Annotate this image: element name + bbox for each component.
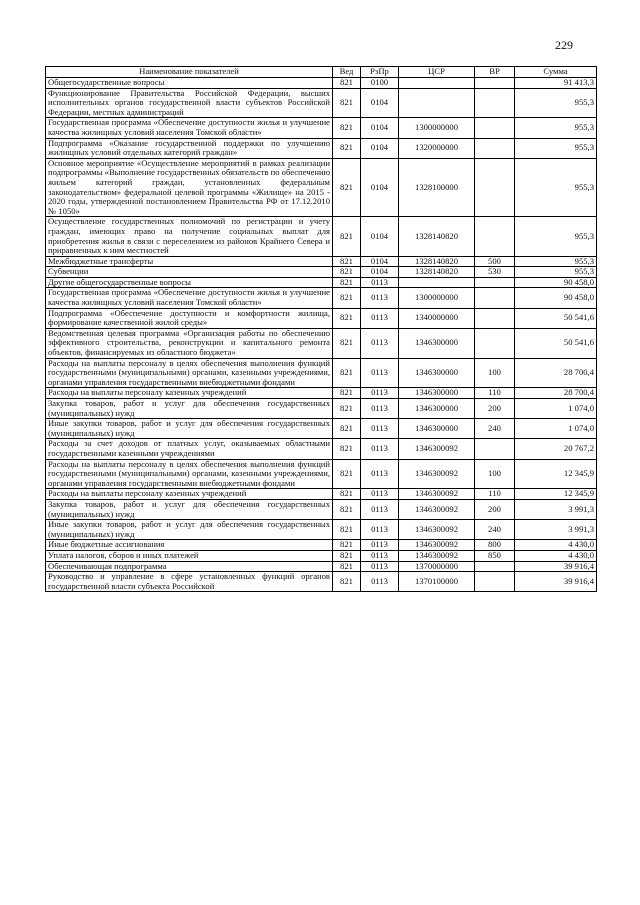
- row-csr-cell: 1346300092: [399, 520, 475, 540]
- row-rzpr-cell: 0104: [361, 88, 399, 118]
- row-name-cell: Основное мероприятие «Осуществление мероприятий в рамках реализации подпрограммы «Выполнение государственных обязательств по обеспечению жильем категорий граждан, установленных федеральным законодательством» федеральной целевой программы «Жилище» на 2015 - 2020 годы, утвержденной постановлением Правительства РФ от 17.12.2010 № 1050»: [46, 158, 333, 217]
- budget-table: [45, 66, 597, 592]
- row-sum-cell: 3 991,3: [515, 499, 597, 519]
- table-row: [46, 217, 597, 256]
- table-row: [46, 78, 597, 89]
- row-rzpr-cell: 0104: [361, 256, 399, 267]
- row-csr-cell: 1370000000: [399, 561, 475, 572]
- row-sum-cell: 39 916,4: [515, 561, 597, 572]
- row-csr-cell: [399, 277, 475, 288]
- row-rzpr-cell: 0104: [361, 267, 399, 278]
- row-csr-cell: 1346300000: [399, 399, 475, 419]
- row-name-cell: Субвенции: [46, 267, 333, 278]
- row-sum-cell: 90 458,0: [515, 277, 597, 288]
- row-vr-cell: [475, 277, 515, 288]
- row-rzpr-cell: 0113: [361, 388, 399, 399]
- row-csr-cell: 1346300000: [399, 419, 475, 439]
- row-sum-cell: 50 541,6: [515, 328, 597, 358]
- table-row: [46, 158, 597, 217]
- row-name-cell: Государственная программа «Обеспечение доступности жилья и улучшение качества жилищных условий населения Томской области»: [46, 118, 333, 138]
- row-ved-cell: 821: [333, 540, 361, 551]
- row-sum-cell: 955,3: [515, 256, 597, 267]
- table-row: [46, 439, 597, 459]
- row-ved-cell: 821: [333, 277, 361, 288]
- row-csr-cell: 1328140820: [399, 256, 475, 267]
- row-sum-cell: 4 430,0: [515, 550, 597, 561]
- row-rzpr-cell: 0113: [361, 540, 399, 551]
- row-vr-cell: 100: [475, 459, 515, 489]
- table-body: [46, 78, 597, 592]
- row-ved-cell: 821: [333, 439, 361, 459]
- header-vr: ВР: [475, 67, 515, 78]
- row-vr-cell: [475, 572, 515, 592]
- row-vr-cell: [475, 138, 515, 158]
- row-rzpr-cell: 0113: [361, 399, 399, 419]
- row-name-cell: Подпрограмма «Оказание государственной поддержки по улучшению жилищных условий отдельных категорий граждан»: [46, 138, 333, 158]
- row-rzpr-cell: 0113: [361, 288, 399, 308]
- table-row: [46, 459, 597, 489]
- row-name-cell: Общегосударственные вопросы: [46, 78, 333, 89]
- row-ved-cell: 821: [333, 561, 361, 572]
- row-rzpr-cell: 0104: [361, 138, 399, 158]
- row-ved-cell: 821: [333, 358, 361, 388]
- row-sum-cell: 90 458,0: [515, 288, 597, 308]
- row-name-cell: Иные закупки товаров, работ и услуг для обеспечения государственных (муниципальных) нужд: [46, 520, 333, 540]
- row-rzpr-cell: 0104: [361, 217, 399, 256]
- row-ved-cell: 821: [333, 550, 361, 561]
- row-ved-cell: 821: [333, 459, 361, 489]
- table-row: [46, 267, 597, 278]
- row-rzpr-cell: 0104: [361, 118, 399, 138]
- page-number: 229: [555, 38, 573, 52]
- row-vr-cell: [475, 78, 515, 89]
- row-name-cell: Закупка товаров, работ и услуг для обеспечения государственных (муниципальных) нужд: [46, 499, 333, 519]
- row-csr-cell: 1346300092: [399, 540, 475, 551]
- row-vr-cell: 110: [475, 489, 515, 500]
- row-name-cell: Ведомственная целевая программа «Организация работы по обеспечению эффективного строительства, реконструкции и капитального ремонта объектов, финансируемых из областного бюджета»: [46, 328, 333, 358]
- row-rzpr-cell: 0104: [361, 158, 399, 217]
- header-rzpr: РзПр: [361, 67, 399, 78]
- table-row: [46, 399, 597, 419]
- row-csr-cell: 1346300000: [399, 328, 475, 358]
- row-rzpr-cell: 0113: [361, 499, 399, 519]
- row-csr-cell: 1340000000: [399, 308, 475, 328]
- row-vr-cell: 850: [475, 550, 515, 561]
- row-vr-cell: [475, 439, 515, 459]
- row-vr-cell: [475, 118, 515, 138]
- row-name-cell: Иные бюджетные ассигнования: [46, 540, 333, 551]
- row-name-cell: Закупка товаров, работ и услуг для обеспечения государственных (муниципальных) нужд: [46, 399, 333, 419]
- row-csr-cell: 1328100000: [399, 158, 475, 217]
- row-ved-cell: 821: [333, 158, 361, 217]
- row-csr-cell: 1346300092: [399, 489, 475, 500]
- row-name-cell: Другие общегосударственные вопросы: [46, 277, 333, 288]
- header-ved: Вед: [333, 67, 361, 78]
- row-ved-cell: 821: [333, 78, 361, 89]
- row-csr-cell: 1328140820: [399, 267, 475, 278]
- row-sum-cell: 4 430,0: [515, 540, 597, 551]
- row-rzpr-cell: 0113: [361, 489, 399, 500]
- row-vr-cell: 100: [475, 358, 515, 388]
- row-vr-cell: 200: [475, 399, 515, 419]
- row-sum-cell: 955,3: [515, 217, 597, 256]
- table-row: [46, 419, 597, 439]
- row-sum-cell: 28 700,4: [515, 388, 597, 399]
- row-ved-cell: 821: [333, 419, 361, 439]
- row-vr-cell: [475, 561, 515, 572]
- row-sum-cell: 39 916,4: [515, 572, 597, 592]
- row-name-cell: Межбюджетные трансферты: [46, 256, 333, 267]
- row-ved-cell: 821: [333, 288, 361, 308]
- row-name-cell: Расходы за счет доходов от платных услуг, оказываемых областными государственными казенными учреждениями: [46, 439, 333, 459]
- row-sum-cell: 955,3: [515, 158, 597, 217]
- row-rzpr-cell: 0113: [361, 328, 399, 358]
- row-name-cell: Государственная программа «Обеспечение доступности жилья и улучшение качества жилищных условий населения Томской области»: [46, 288, 333, 308]
- header-sum: Сумма: [515, 67, 597, 78]
- row-name-cell: Руководство и управление в сфере установленных функций органов государственной власти субъекта Российской: [46, 572, 333, 592]
- row-csr-cell: 1320000000: [399, 138, 475, 158]
- row-ved-cell: 821: [333, 308, 361, 328]
- row-name-cell: Уплата налогов, сборов и иных платежей: [46, 550, 333, 561]
- row-csr-cell: 1346300092: [399, 439, 475, 459]
- row-csr-cell: 1346300000: [399, 358, 475, 388]
- row-vr-cell: 240: [475, 419, 515, 439]
- row-vr-cell: 200: [475, 499, 515, 519]
- row-name-cell: Осуществление государственных полномочий по регистрации и учету граждан, имеющих право на получение социальных выплат для приобретения жилья в связи с переселением из районов Крайнего Севера и приравненных к ним местностей: [46, 217, 333, 256]
- header-name: Наименование показателей: [46, 67, 333, 78]
- row-name-cell: Расходы на выплаты персоналу казенных учреждений: [46, 388, 333, 399]
- table-row: [46, 138, 597, 158]
- row-rzpr-cell: 0113: [361, 308, 399, 328]
- row-vr-cell: [475, 158, 515, 217]
- row-name-cell: Обеспечивающая подпрограмма: [46, 561, 333, 572]
- row-ved-cell: 821: [333, 520, 361, 540]
- row-ved-cell: 821: [333, 88, 361, 118]
- row-name-cell: Расходы на выплаты персоналу в целях обеспечения выполнения функций государственными (муниципальными) органами, казенными учреждениями, органами управления государственными внебюджетными фондами: [46, 358, 333, 388]
- table-header-row: [46, 67, 597, 78]
- row-csr-cell: 1346300092: [399, 459, 475, 489]
- row-csr-cell: 1346300000: [399, 388, 475, 399]
- row-sum-cell: 12 345,9: [515, 489, 597, 500]
- row-sum-cell: 12 345,9: [515, 459, 597, 489]
- row-name-cell: Расходы на выплаты персоналу казенных учреждений: [46, 489, 333, 500]
- row-csr-cell: 1346300092: [399, 499, 475, 519]
- row-ved-cell: 821: [333, 118, 361, 138]
- table-row: [46, 328, 597, 358]
- row-csr-cell: 1370100000: [399, 572, 475, 592]
- row-rzpr-cell: 0113: [361, 459, 399, 489]
- table-row: [46, 118, 597, 138]
- row-csr-cell: 1346300092: [399, 550, 475, 561]
- row-vr-cell: [475, 217, 515, 256]
- row-rzpr-cell: 0100: [361, 78, 399, 89]
- row-rzpr-cell: 0113: [361, 358, 399, 388]
- row-ved-cell: 821: [333, 267, 361, 278]
- row-csr-cell: 1300000000: [399, 118, 475, 138]
- table-row: [46, 277, 597, 288]
- row-sum-cell: 955,3: [515, 138, 597, 158]
- row-name-cell: Расходы на выплаты персоналу в целях обеспечения выполнения функций государственными (муниципальными) органами, казенными учреждениями, органами управления государственными внебюджетными фондами: [46, 459, 333, 489]
- row-sum-cell: 20 767,2: [515, 439, 597, 459]
- table-row: [46, 388, 597, 399]
- row-vr-cell: [475, 88, 515, 118]
- table-row: [46, 88, 597, 118]
- row-sum-cell: 955,3: [515, 88, 597, 118]
- row-rzpr-cell: 0113: [361, 520, 399, 540]
- table-row: [46, 540, 597, 551]
- row-vr-cell: [475, 328, 515, 358]
- row-ved-cell: 821: [333, 388, 361, 399]
- row-ved-cell: 821: [333, 489, 361, 500]
- row-ved-cell: 821: [333, 256, 361, 267]
- row-sum-cell: 28 700,4: [515, 358, 597, 388]
- row-rzpr-cell: 0113: [361, 439, 399, 459]
- row-ved-cell: 821: [333, 399, 361, 419]
- row-ved-cell: 821: [333, 328, 361, 358]
- row-ved-cell: 821: [333, 572, 361, 592]
- table-row: [46, 520, 597, 540]
- row-name-cell: Подпрограмма «Обеспечение доступности и комфортности жилища, формирование качественной жилой среды»: [46, 308, 333, 328]
- row-ved-cell: 821: [333, 499, 361, 519]
- row-sum-cell: 1 074,0: [515, 419, 597, 439]
- table-row: [46, 550, 597, 561]
- header-csr: ЦСР: [399, 67, 475, 78]
- table-row: [46, 358, 597, 388]
- row-sum-cell: 1 074,0: [515, 399, 597, 419]
- row-rzpr-cell: 0113: [361, 550, 399, 561]
- row-rzpr-cell: 0113: [361, 572, 399, 592]
- table-row: [46, 288, 597, 308]
- row-vr-cell: 240: [475, 520, 515, 540]
- row-sum-cell: 91 413,3: [515, 78, 597, 89]
- row-vr-cell: 500: [475, 256, 515, 267]
- table-row: [46, 561, 597, 572]
- row-vr-cell: [475, 288, 515, 308]
- table-row: [46, 572, 597, 592]
- row-csr-cell: [399, 88, 475, 118]
- row-name-cell: Функционирование Правительства Российской Федерации, высших исполнительных органов государственной власти субъектов Российской Федерации, местных администраций: [46, 88, 333, 118]
- row-name-cell: Иные закупки товаров, работ и услуг для обеспечения государственных (муниципальных) нужд: [46, 419, 333, 439]
- row-csr-cell: 1300000000: [399, 288, 475, 308]
- row-csr-cell: [399, 78, 475, 89]
- row-sum-cell: 50 541,6: [515, 308, 597, 328]
- row-sum-cell: 3 991,3: [515, 520, 597, 540]
- table-row: [46, 256, 597, 267]
- row-rzpr-cell: 0113: [361, 277, 399, 288]
- row-vr-cell: 530: [475, 267, 515, 278]
- row-vr-cell: [475, 308, 515, 328]
- row-vr-cell: 110: [475, 388, 515, 399]
- row-ved-cell: 821: [333, 217, 361, 256]
- row-ved-cell: 821: [333, 138, 361, 158]
- row-rzpr-cell: 0113: [361, 419, 399, 439]
- row-sum-cell: 955,3: [515, 118, 597, 138]
- row-rzpr-cell: 0113: [361, 561, 399, 572]
- table-row: [46, 499, 597, 519]
- row-csr-cell: 1328140820: [399, 217, 475, 256]
- row-sum-cell: 955,3: [515, 267, 597, 278]
- table-row: [46, 308, 597, 328]
- row-vr-cell: 800: [475, 540, 515, 551]
- table-row: [46, 489, 597, 500]
